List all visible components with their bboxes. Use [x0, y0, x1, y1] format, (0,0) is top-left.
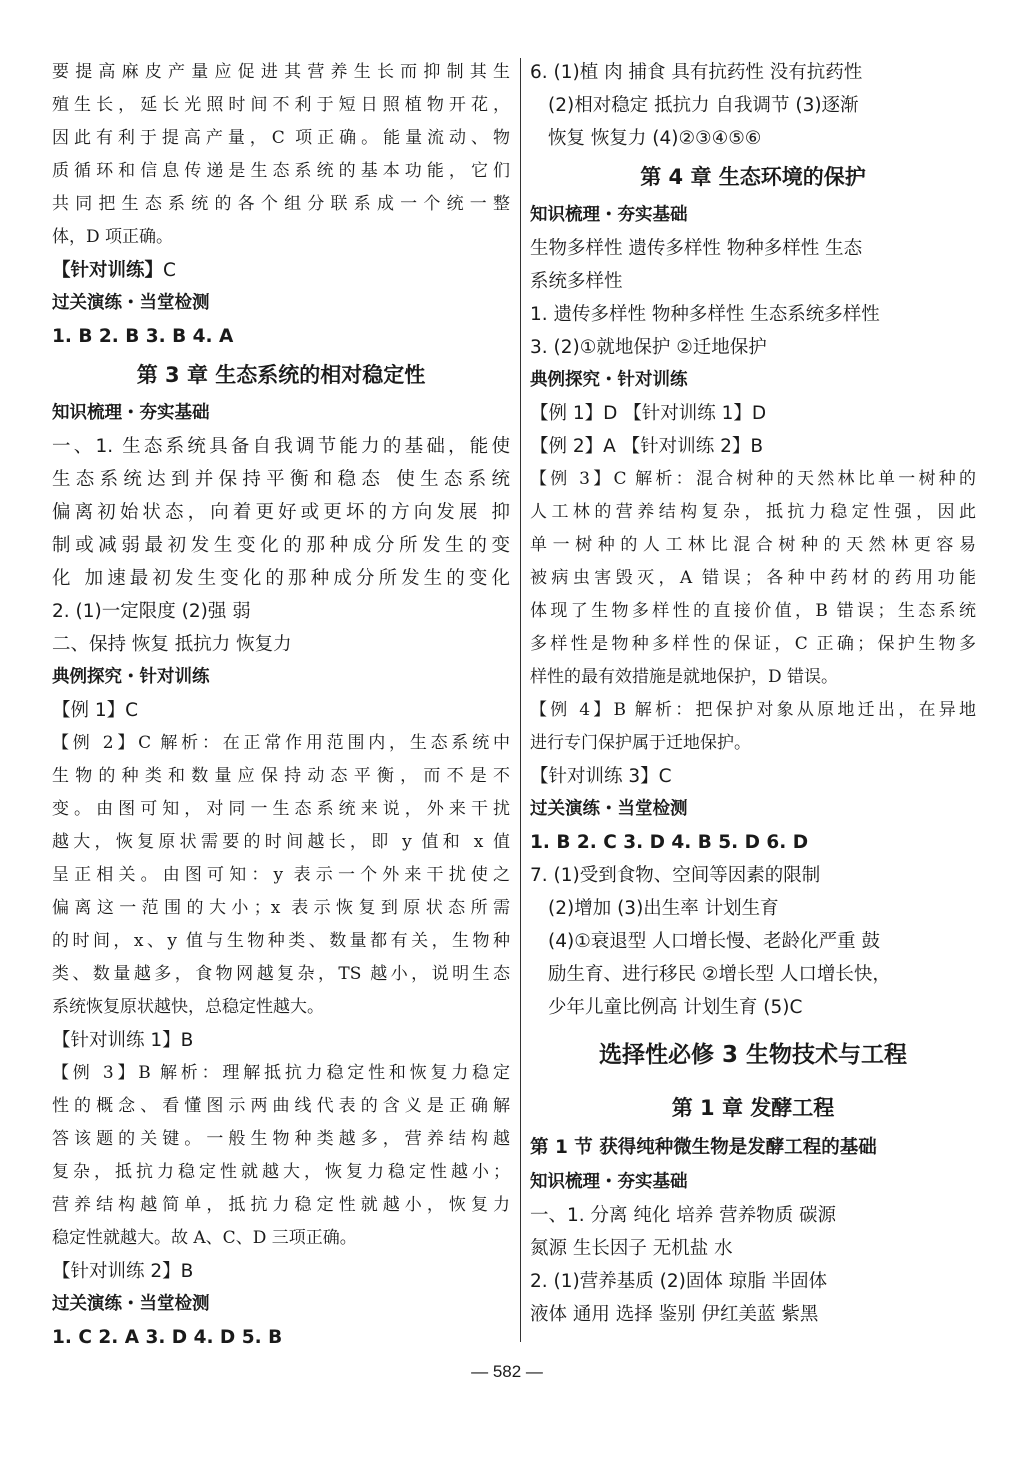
example-answer: 【例 1】C	[52, 700, 139, 721]
text-line: 2. (1)一定限度 (2)强 弱	[52, 601, 251, 622]
text-line: 制或减弱最初发生变化的那种成分所发生的变	[52, 535, 510, 556]
text-line: 越大，恢复原状需要的时间越长，即 y 值和 x 值	[52, 832, 510, 852]
text-line: 答该题的关键。一般生物种类越多，营养结构越	[52, 1129, 510, 1149]
text-line: 体现了生物多样性的直接价值，B 错误；生态系统	[530, 601, 976, 621]
text-line: 一、1. 生态系统具备自我调节能力的基础，能使	[52, 436, 510, 457]
text-line: 3. (2)①就地保护 ②迁地保护	[530, 337, 767, 358]
text-line: 稳定性就越大。故 A、C、D 三项正确。	[52, 1228, 357, 1248]
text-line: 要提高麻皮产量应促进其营养生长而抑制其生	[52, 62, 510, 82]
text-line: 殖生长，延长光照时间不利于短日照植物开花，	[52, 95, 510, 115]
page-number: — 582 —	[471, 1362, 543, 1381]
text-line: 变。由图可知，对同一生态系统来说，外来干扰	[52, 799, 510, 819]
text-line: 生物的种类和数量应保持动态平衡，而不是不	[52, 766, 510, 786]
example-answer: 【例 2】A 【针对训练 2】B	[530, 436, 764, 457]
text-line: 因此有利于提高产量，C 项正确。能量流动、物	[52, 128, 510, 148]
text-line: 化 加速最初发生变化的那种成分所发生的变化	[52, 568, 510, 589]
text-line: 少年儿童比例高 计划生育 (5)C	[548, 997, 803, 1018]
text-line: 类、数量越多，食物网越复杂，TS 越小，说明生态	[52, 964, 510, 984]
text-line: 氮源 生长因子 无机盐 水	[530, 1238, 733, 1259]
section-heading: 知识梳理・夯实基础	[52, 403, 210, 423]
text-line: 励生育、进行移民 ②增长型 人口增长快，	[548, 964, 891, 985]
text-line: 营养结构越简单，抵抗力稳定性就越小，恢复力	[52, 1195, 510, 1215]
text-line: 6. (1)植 肉 捕食 具有抗药性 没有抗药性	[530, 62, 863, 83]
section-heading: 知识梳理・夯实基础	[530, 205, 688, 225]
text-line: 一、1. 分离 纯化 培养 营养物质 碳源	[530, 1205, 837, 1226]
text-line: 多样性是物种多样性的保证，C 正确；保护生物多	[530, 634, 976, 654]
training-answer: 【针对训练 1】B	[52, 1030, 194, 1051]
chapter-title: 第 3 章 生态系统的相对稳定性	[136, 363, 426, 387]
training-value: C	[163, 260, 176, 281]
training-answer: 【针对训练 2】B	[52, 1261, 194, 1282]
text-line: 呈正相关。由图可知：y 表示一个外来干扰使之	[52, 865, 510, 885]
text-line: 【例 3】B 解析：理解抵抗力稳定性和恢复力稳定	[52, 1063, 510, 1083]
text-line: 体，D 项正确。	[52, 227, 174, 247]
text-line: 7. (1)受到食物、空间等因素的限制	[530, 865, 821, 886]
section-heading: 典例探究・针对训练	[52, 667, 210, 687]
text-line: (2)增加 (3)出生率 计划生育	[548, 898, 779, 919]
answer-line: 1. B 2. B 3. B 4. A	[52, 326, 234, 347]
answer-line: 1. C 2. A 3. D 4. D 5. B	[52, 1327, 283, 1348]
text-line: 共同把生态系统的各个组分联系成一个统一整	[52, 194, 510, 214]
text-line: 【例 2】C 解析：在正常作用范围内，生态系统中	[52, 733, 510, 753]
text-line: 1. 遗传多样性 物种多样性 生态系统多样性	[530, 304, 880, 325]
text-line: (4)①衰退型 人口增长慢、老龄化严重 鼓	[548, 931, 881, 952]
text-line: 二、保持 恢复 抵抗力 恢复力	[52, 634, 292, 655]
text-line: 生物多样性 遗传多样性 物种多样性 生态	[530, 238, 863, 259]
text-line: 被病虫害毁灭，A 错误；各种中药材的药用功能	[530, 568, 976, 588]
text-line: 偏离初始状态，向着更好或更坏的方向发展 抑	[52, 502, 510, 523]
text-line: 偏离这一范围的大小；x 表示恢复到原状态所需	[52, 898, 510, 918]
answer-line: 1. B 2. C 3. D 4. B 5. D 6. D	[530, 832, 809, 853]
section-heading: 典例探究・针对训练	[530, 370, 688, 390]
book-title: 选择性必修 3 生物技术与工程	[598, 1042, 908, 1068]
left-column	[52, 56, 510, 1354]
text-line: 人工林的营养结构复杂，抵抗力稳定性强，因此	[530, 502, 976, 522]
text-line: 的时间，x、y 值与生物种类、数量都有关，生物种	[52, 931, 510, 951]
text-line: 系统多样性	[530, 271, 623, 292]
text-line: 性的概念、看懂图示两曲线代表的含义是正确解	[52, 1096, 510, 1116]
chapter-title: 第 1 章 发酵工程	[671, 1096, 835, 1120]
text-line: 【例 3】C 解析：混合树种的天然林比单一树种的	[530, 469, 976, 489]
chapter-title: 第 4 章 生态环境的保护	[640, 165, 866, 189]
text-line: 【例 4】B 解析：把保护对象从原地迁出，在异地	[530, 700, 976, 720]
training-answer: 【针对训练 3】C	[530, 766, 672, 787]
text-line: 系统恢复原状越快，总稳定性越大。	[52, 997, 324, 1017]
section-heading: 过关演练・当堂检测	[52, 293, 210, 313]
text-line: 进行专门保护属于迁地保护。	[530, 733, 751, 753]
section-heading: 知识梳理・夯实基础	[530, 1172, 688, 1192]
text-line: 样性的最有效措施是就地保护，D 错误。	[530, 667, 839, 687]
section-title: 第 1 节 获得纯种微生物是发酵工程的基础	[530, 1137, 877, 1158]
example-answer: 【例 1】D 【针对训练 1】D	[530, 403, 767, 424]
right-column	[530, 56, 976, 1331]
text-line: 恢复 恢复力 (4)②③④⑤⑥	[548, 128, 762, 149]
text-line: (2)相对稳定 抵抗力 自我调节 (3)逐渐	[548, 95, 859, 116]
text-line: 单一树种的人工林比混合树种的天然林更容易	[530, 535, 976, 555]
column-divider	[520, 58, 521, 1342]
text-line: 2. (1)营养基质 (2)固体 琼脂 半固体	[530, 1271, 828, 1292]
text-line: 质循环和信息传递是生态系统的基本功能，它们	[52, 161, 510, 181]
text-line: 复杂，抵抗力稳定性就越大，恢复力稳定性越小；	[52, 1162, 510, 1182]
training-tag: 【针对训练】	[52, 260, 164, 281]
section-heading: 过关演练・当堂检测	[530, 799, 688, 819]
text-line: 液体 通用 选择 鉴别 伊红美蓝 紫黑	[530, 1304, 819, 1325]
section-heading: 过关演练・当堂检测	[52, 1294, 210, 1314]
training-answer	[52, 254, 510, 287]
text-line: 生态系统达到并保持平衡和稳态 使生态系统	[52, 469, 510, 490]
